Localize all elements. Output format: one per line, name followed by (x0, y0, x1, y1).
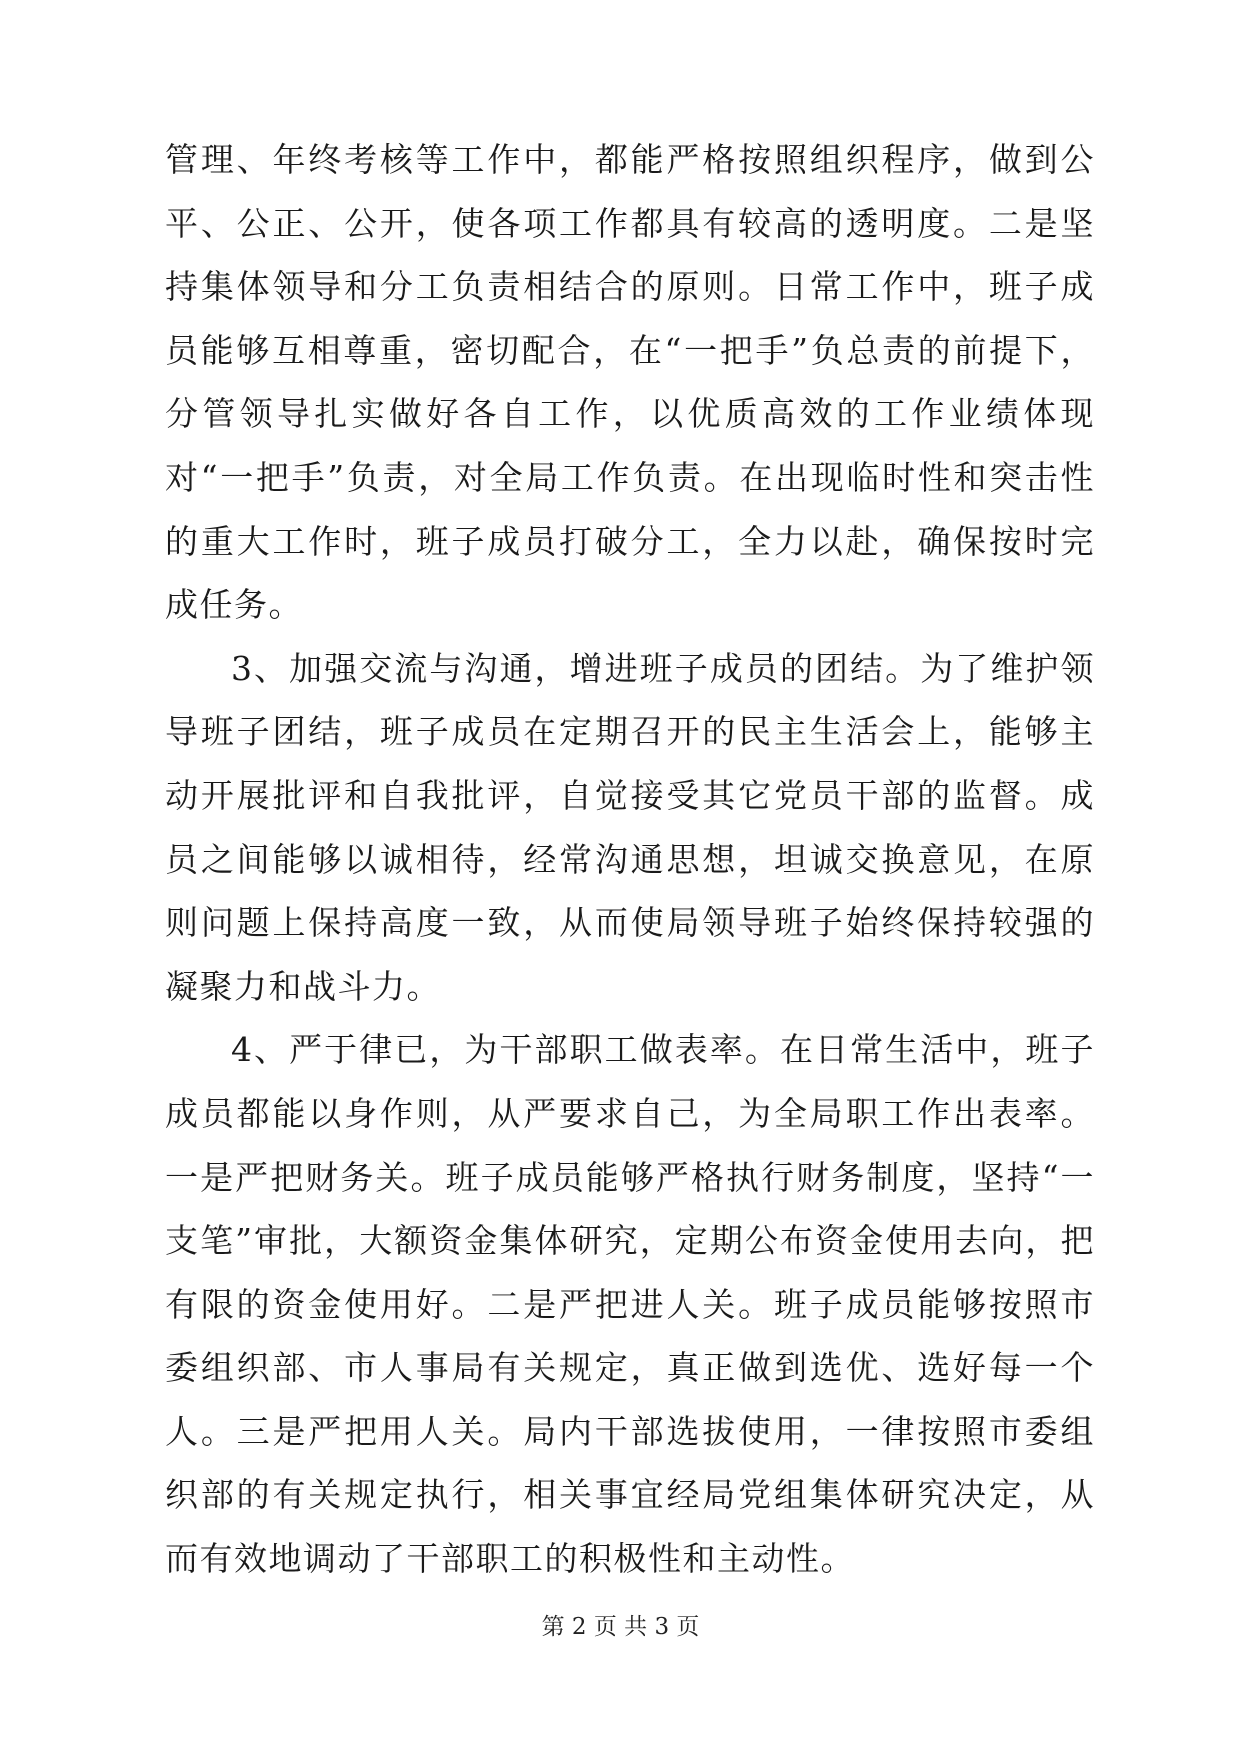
body-paragraph-1: 管理、年终考核等工作中，都能严格按照组织程序，做到公平、公正、公开，使各项工作都具有较高的透明度。二是坚持集体领导和分工负责相结合的原则。日常工作中，班子成员能够互相尊重，密切配合，在“一把手”负总责的前提下，分管领导扎实做好各自工作，以优质高效的工作业绩体现对“一把手”负责，对全局工作负责。在出现临时性和突击性的重大工作时，班子成员打破分工，全力以赴，确保按时完成任务。 (165, 140, 1095, 625)
document-body (165, 128, 1095, 1591)
body-paragraph-3: 4、严于律已，为干部职工做表率。在日常生活中，班子成员都能以身作则，从严要求自己，为全局职工作出表率。一是严把财务关。班子成员能够严格执行财务制度，坚持“一支笔”审批，大额资金集体研究，定期公布资金使用去向，把有限的资金使用好。二是严把进人关。班子成员能够按照市委组织部、市人事局有关规定，真正做到选优、选好每一个人。三是严把用人关。局内干部选拔使用，一律按照市委组织部的有关规定执行，相关事宜经局党组集体研究决定，从而有效地调动了干部职工的积极性和主动性。 (165, 1030, 1095, 1579)
body-paragraph-2: 3、加强交流与沟通，增进班子成员的团结。为了维护领导班子团结，班子成员在定期召开的民主生活会上，能够主动开展批评和自我批评，自觉接受其它党员干部的监督。成员之间能够以诚相待，经常沟通思想，坦诚交换意见，在原则问题上保持高度一致，从而使局领导班子始终保持较强的凝聚力和战斗力。 (165, 648, 1095, 1006)
page-footer (0, 1612, 1241, 1642)
page-number-label: 第 2 页 共 3 页 (541, 1614, 700, 1640)
